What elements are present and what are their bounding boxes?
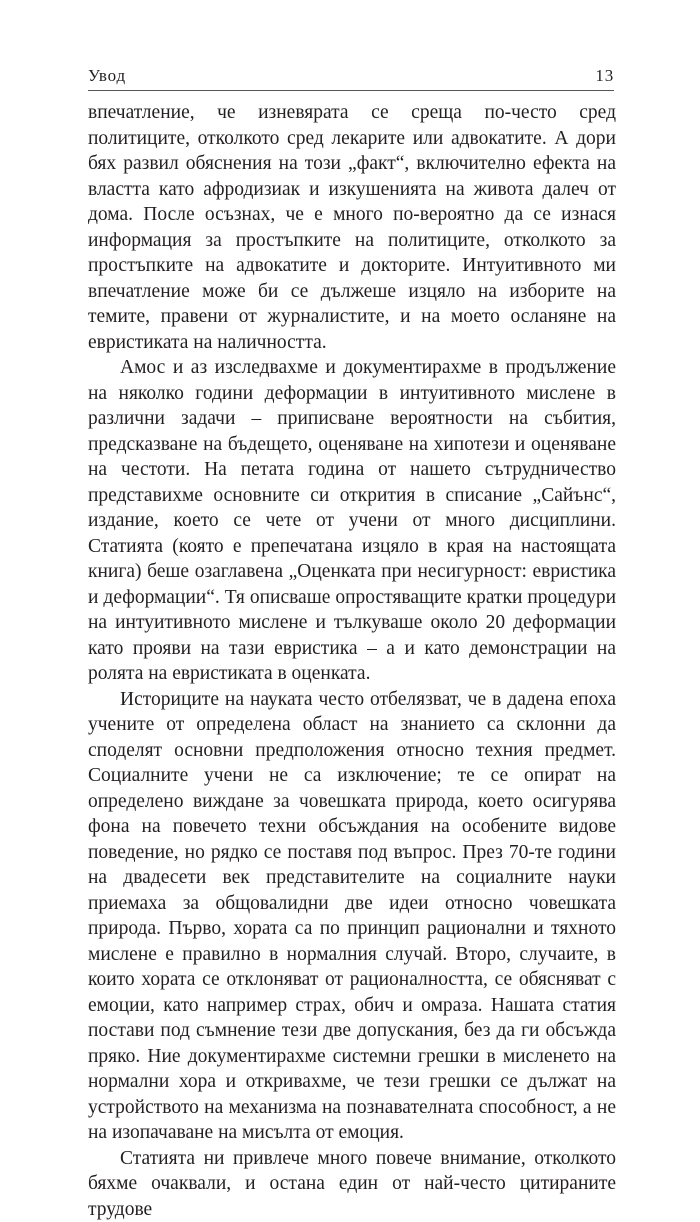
paragraph: Статията ни привлече много повече внимание, отколкото бяхме очаквали, и остана един от най-често цитираните трудове [88, 1146, 616, 1222]
paragraph-continued: впечатление, че изневярата се среща по-често сред политиците, отколкото сред лекарите или адвокатите. А дори бях развил обяснения на този „факт“, включително ефекта на властта като афродизиак и изкушенията на живота далеч от дома. После осъзнах, че е много по-вероятно да се изнася информация за простъпките на политиците, отколкото за простъпките на адвокатите и докторите. Интуитивното ми впечатление може би се дължеше изцяло на изборите на темите, правени от журналистите, и на моето осланяне на евристиката на наличността. [88, 100, 616, 355]
paragraph: Историците на науката често отбелязват, че в дадена епоха учените от определена област на знанието са склонни да споделят основни предположения относно техния предмет. Социалните учени не са изключение; те се опират на определено виждане за човешката природа, което осигурява фона на повечето техни обсъждания на особените видове поведение, но рядко се поставя под въпрос. През 70-те години на двадесети век представителите на социалните науки приемаха за общовалидни две идеи относно човешката природа. Първо, хората са по принцип рационални и тяхното мислене е правилно в нормалния случай. Второ, случаите, в които хората се отклоняват от рационалността, се обясняват с емоции, като например страх, обич и омраза. Нашата статия постави под съмнение тези две допускания, без да ги обсъжда пряко. Ние документирахме системни грешки в мисленето на нормални хора и откривахме, че тези грешки се дължат на устройството на механизма на познавателната способност, а не на изопачаване на мисълта от емоция. [88, 687, 616, 1146]
running-head [88, 60, 614, 86]
body-text [88, 100, 616, 1222]
header-rule [88, 90, 614, 91]
page-number: 13 [595, 66, 614, 86]
section-title: Увод [88, 66, 126, 86]
paragraph: Амос и аз изследвахме и документирахме в продължение на няколко години деформации в интуитивното мислене в различни задачи – приписване вероятности на събития, предсказване на бъдещето, оценяване на хипотези и оценяване на честоти. На петата година от нашето сътрудничество представихме основните си открития в списание „Сайънс“, издание, което се чете от учени от много дисциплини. Статията (която е препечатана изцяло в края на настоящата книга) беше озаглавена „Оценката при несигурност: евристика и деформации“. Тя описваше опростяващите кратки процедури на интуитивното мислене и тълкуваше около 20 деформации като прояви на тази евристика – а и като демонстрации на ролята на евристиката в оценката. [88, 355, 616, 687]
